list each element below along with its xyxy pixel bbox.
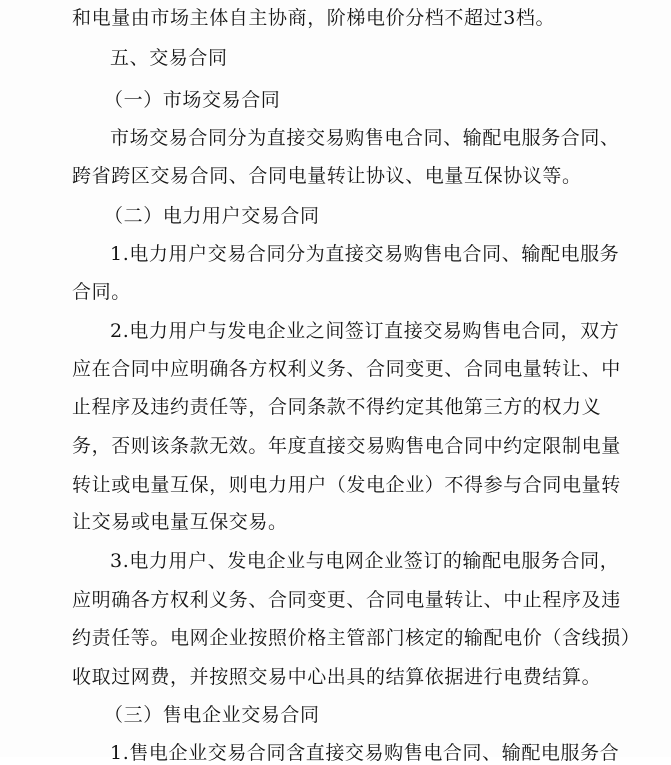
subsection-heading-1: （一）市场交易合同 xyxy=(104,89,281,111)
text-line-18: 收取过网费，并按照交易中心出具的结算依据进行电费结算。 xyxy=(72,666,602,688)
subsection-heading-3: （三）售电企业交易合同 xyxy=(104,704,320,726)
text-line-12: 务，否则该条款无效。年度直接交易购售电合同中约定限制电量 xyxy=(72,435,621,457)
text-line-14: 让交易或电量互保交易。 xyxy=(72,511,288,533)
text-line-16: 应明确各方权利义务、合同变更、合同电量转让、中止程序及违 xyxy=(72,589,621,611)
text-line-4: 市场交易合同分为直接交易购售电合同、输配电服务合同、 xyxy=(110,127,620,149)
text-line-1: 和电量由市场主体自主协商，阶梯电价分档不超过3档。 xyxy=(72,7,556,29)
text-line-11: 止程序及违约责任等，合同条款不得约定其他第三方的权力义 xyxy=(72,396,602,418)
text-line-15: 3.电力用户、发电企业与电网企业签订的输配电服务合同， xyxy=(110,550,620,572)
text-line-5: 跨省跨区交易合同、合同电量转让协议、电量互保协议等。 xyxy=(72,165,582,187)
text-line-9: 2.电力用户与发电企业之间签订直接交易购售电合同，双方 xyxy=(110,320,620,342)
text-line-20: 1.售电企业交易合同含直接交易购售电合同、输配电服务合 xyxy=(110,742,620,764)
text-line-7: 1.电力用户交易合同分为直接交易购售电合同、输配电服务 xyxy=(110,243,620,265)
text-line-8: 合同。 xyxy=(72,281,131,303)
section-heading-5: 五、交易合同 xyxy=(110,47,228,69)
text-line-17: 约责任等。电网企业按照价格主管部门核定的输配电价（含线损） xyxy=(72,627,641,649)
text-line-10: 应在合同中应明确各方权利义务、合同变更、合同电量转让、中 xyxy=(72,358,621,380)
subsection-heading-2: （二）电力用户交易合同 xyxy=(104,205,320,227)
text-line-13: 转让或电量互保，则电力用户（发电企业）不得参与合同电量转 xyxy=(72,474,621,496)
